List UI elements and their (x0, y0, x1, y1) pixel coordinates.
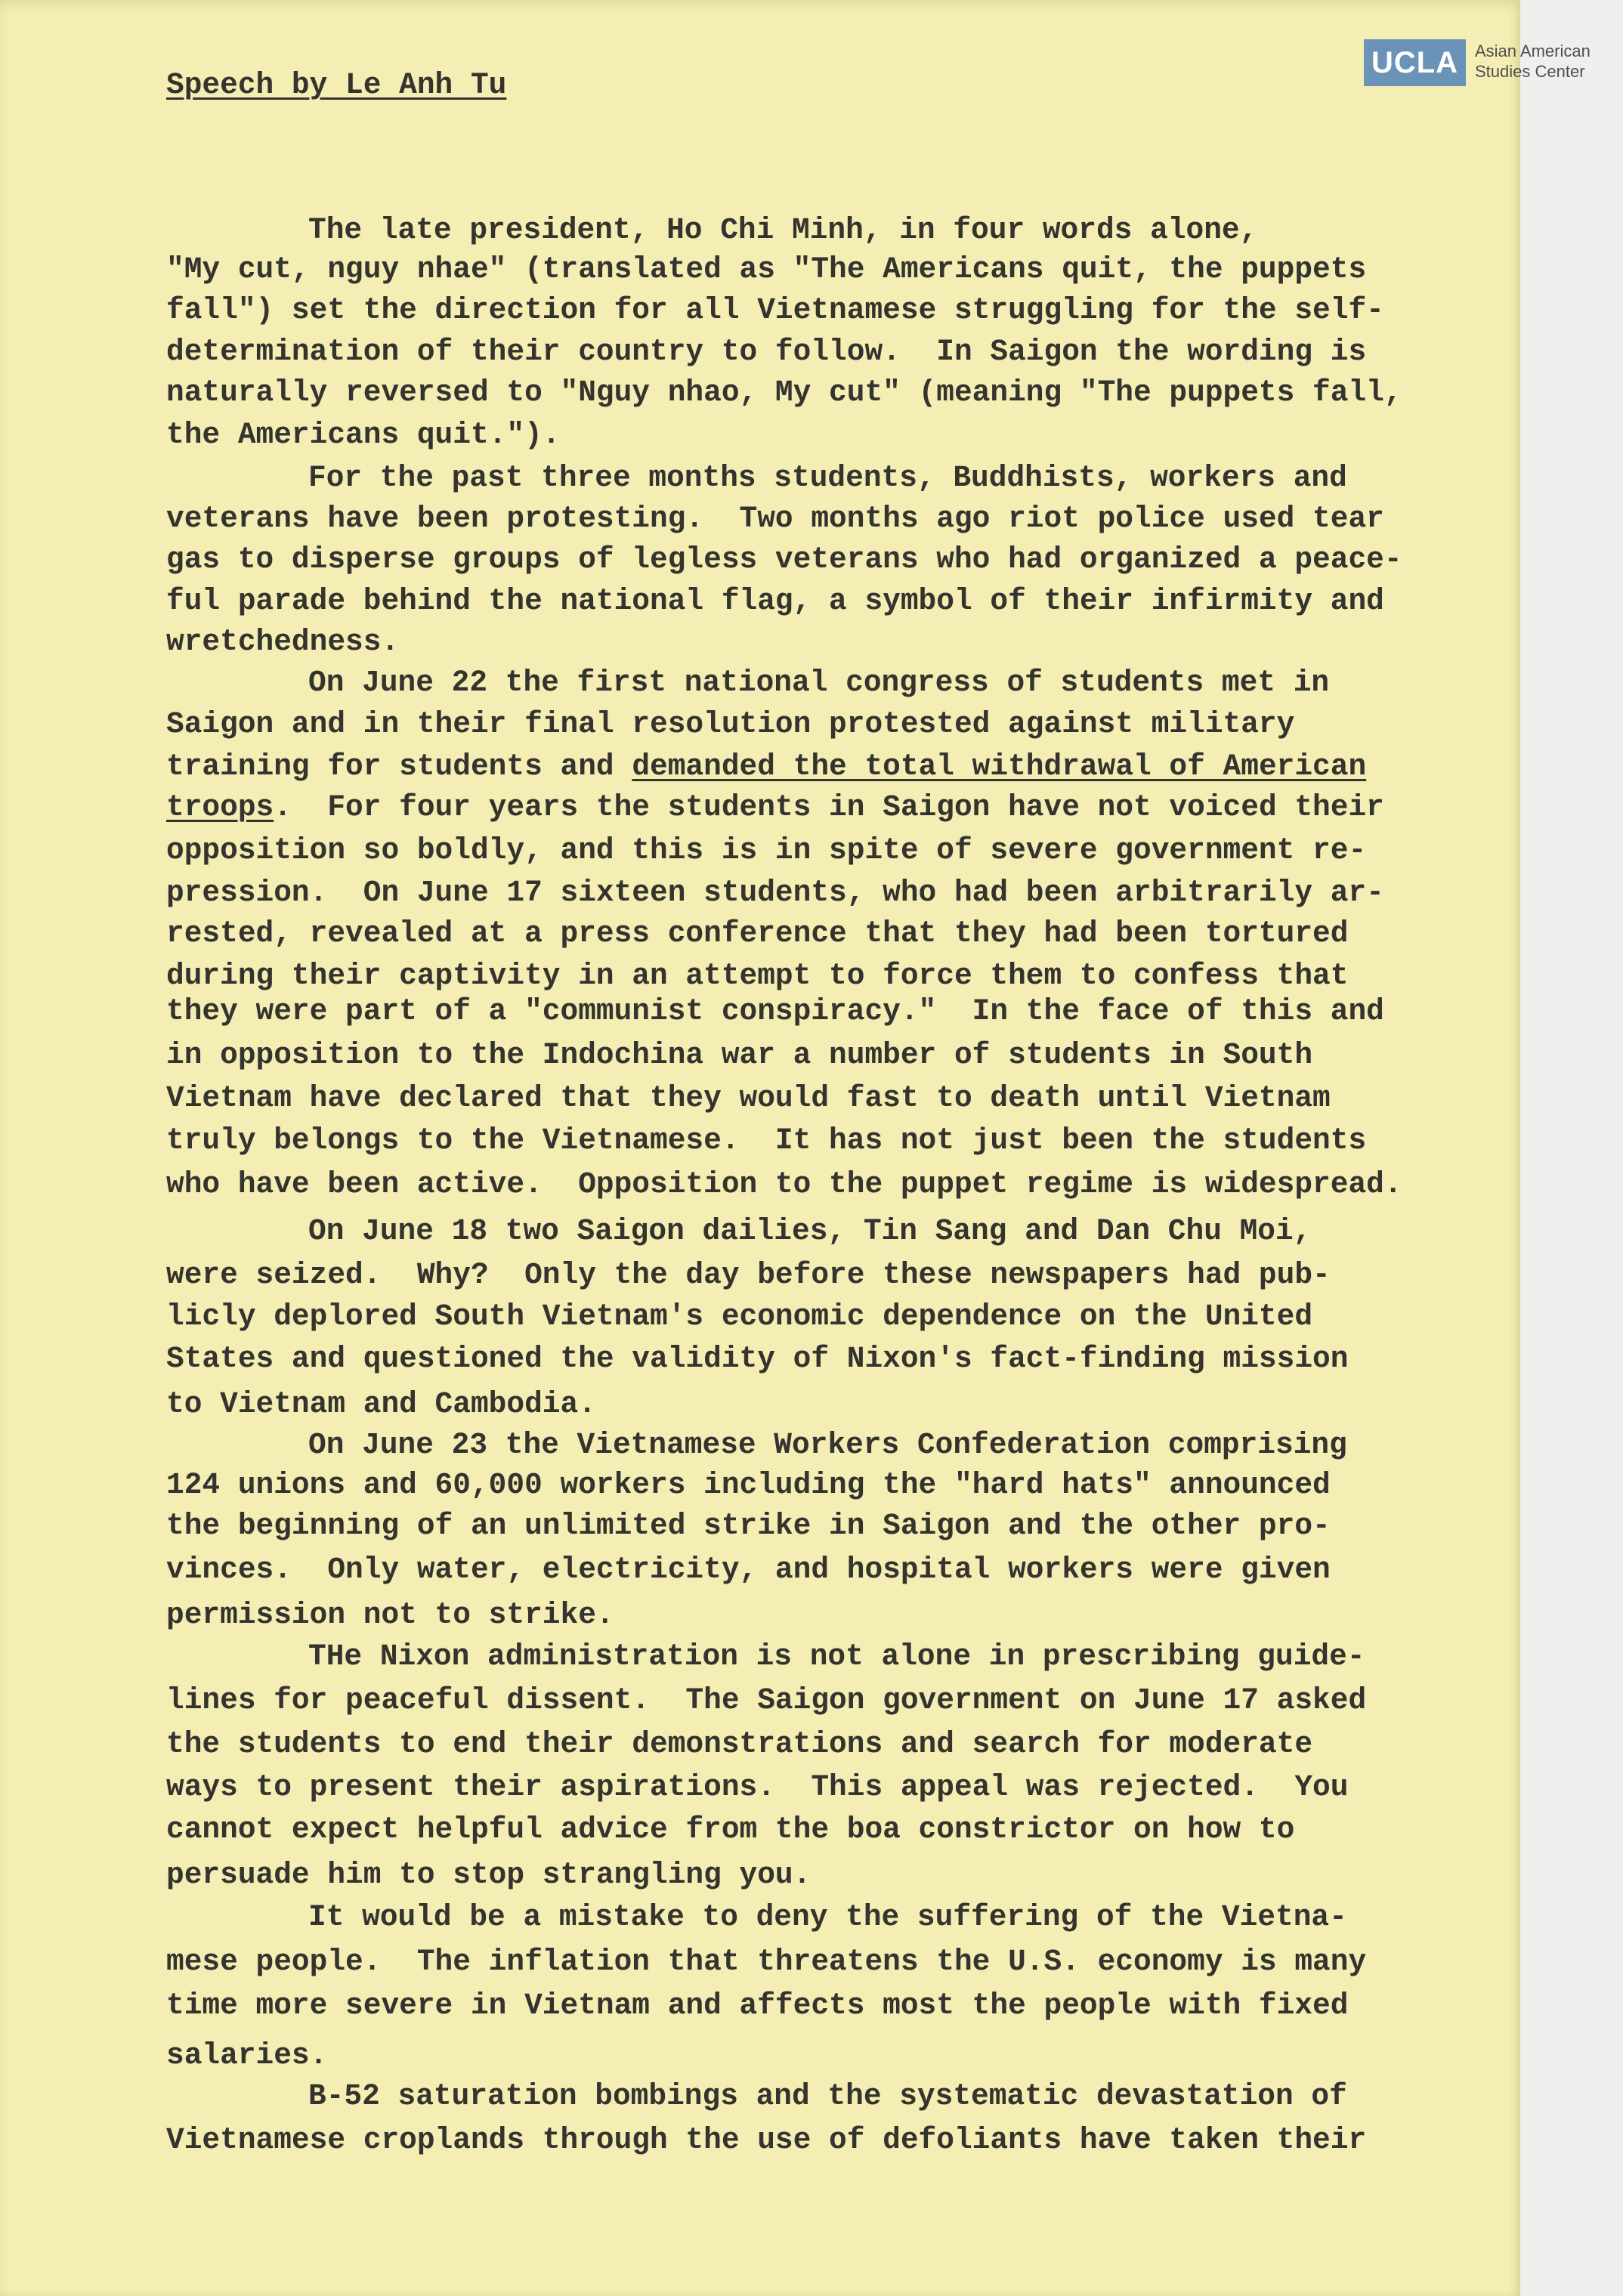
text-line: during their captivity in an attempt to force them to confess that (166, 959, 1349, 993)
text-line: veterans have been protesting. Two months ago riot police used tear (166, 502, 1384, 536)
text-line: time more severe in Vietnam and affects most the people with fixed (166, 1989, 1349, 2023)
text-line: Saigon and in their final resolution protested against military (166, 707, 1295, 741)
ucla-logo-mark: UCLA (1364, 39, 1466, 86)
text-line: determination of their country to follow. In Saigon the wording is (166, 335, 1367, 369)
text-line: wretchedness. (166, 625, 400, 659)
underlined-text: demanded the total withdrawal of American (632, 749, 1367, 783)
text-line: For the past three months students, Buddhists, workers and (308, 461, 1347, 495)
text-line: ful parade behind the national flag, a symbol of their infirmity and (166, 584, 1384, 618)
text-line: "My cut, nguy nhae" (translated as "The Americans quit, the puppets (166, 252, 1367, 286)
text-line: the beginning of an unlimited strike in Saigon and the other pro- (166, 1509, 1331, 1543)
text-line: It would be a mistake to deny the suffering of the Vietna- (308, 1900, 1347, 1934)
text-line (166, 748, 1366, 786)
text-line: pression. On June 17 sixteen students, who had been arbitrarily ar- (166, 876, 1384, 910)
text-line: mese people. The inflation that threatens the U.S. economy is many (166, 1945, 1367, 1979)
text-line: On June 18 two Saigon dailies, Tin Sang and Dan Chu Moi, (308, 1214, 1312, 1248)
text-line: cannot expect helpful advice from the boa constrictor on how to (166, 1812, 1295, 1846)
text-line: On June 22 the first national congress of students met in (308, 666, 1330, 700)
text-line: they were part of a "communist conspiracy." In the face of this and (166, 994, 1384, 1028)
text-line: ways to present their aspirations. This appeal was rejected. You (166, 1770, 1349, 1804)
archive-label (1475, 41, 1591, 82)
text-line: THe Nixon administration is not alone in prescribing guide- (308, 1639, 1365, 1673)
text-line: truly belongs to the Vietnamese. It has not just been the students (166, 1123, 1367, 1157)
text-line: the students to end their demonstrations and search for moderate (166, 1727, 1313, 1761)
text-segment: training for students and (166, 749, 632, 783)
text-line: Vietnam have declared that they would fast to death until Vietnam (166, 1081, 1331, 1115)
text-line: On June 23 the Vietnamese Workers Confederation comprising (308, 1428, 1347, 1462)
text-line: salaries. (166, 2038, 328, 2072)
document-title: Speech by Le Anh Tu (166, 68, 507, 102)
text-line: States and questioned the validity of Nixon's fact-finding mission (166, 1342, 1349, 1376)
text-line: persuade him to stop strangling you. (166, 1858, 812, 1892)
text-segment: . For four years the students in Saigon have not voiced their (274, 790, 1384, 824)
underlined-text: troops (166, 790, 274, 824)
text-line: who have been active. Opposition to the puppet regime is widespread. (166, 1167, 1402, 1201)
text-line (166, 789, 1384, 827)
text-line: Vietnamese croplands through the use of defoliants have taken their (166, 2123, 1367, 2157)
text-line: opposition so boldly, and this is in spite of severe government re- (166, 833, 1367, 867)
text-line: permission not to strike. (166, 1598, 614, 1632)
text-line: B-52 saturation bombings and the systematic devastation of (308, 2079, 1347, 2113)
text-line: licly deplored South Vietnam's economic dependence on the United (166, 1299, 1313, 1333)
text-line: the Americans quit."). (166, 418, 561, 452)
text-line: 124 unions and 60,000 workers including the "hard hats" announced (166, 1468, 1331, 1502)
text-line: fall") set the direction for all Vietnamese struggling for the self- (166, 293, 1384, 327)
text-line: gas to disperse groups of legless veterans who had organized a peace- (166, 542, 1402, 576)
text-line: were seized. Why? Only the day before these newspapers had pub- (166, 1258, 1331, 1292)
text-line: to Vietnam and Cambodia. (166, 1387, 596, 1421)
text-line: rested, revealed at a press conference that they had been tortured (166, 916, 1349, 950)
text-line: in opposition to the Indochina war a number of students in South (166, 1038, 1313, 1072)
text-line: lines for peaceful dissent. The Saigon government on June 17 asked (166, 1683, 1367, 1717)
text-line: vinces. Only water, electricity, and hospital workers were given (166, 1553, 1331, 1587)
archive-label-line-1: Asian American (1475, 42, 1591, 60)
text-line: The late president, Ho Chi Minh, in four words alone, (308, 213, 1258, 247)
text-line: naturally reversed to "Nguy nhao, My cut" (meaning "The puppets fall, (166, 375, 1402, 409)
archive-label-line-2: Studies Center (1475, 62, 1585, 81)
